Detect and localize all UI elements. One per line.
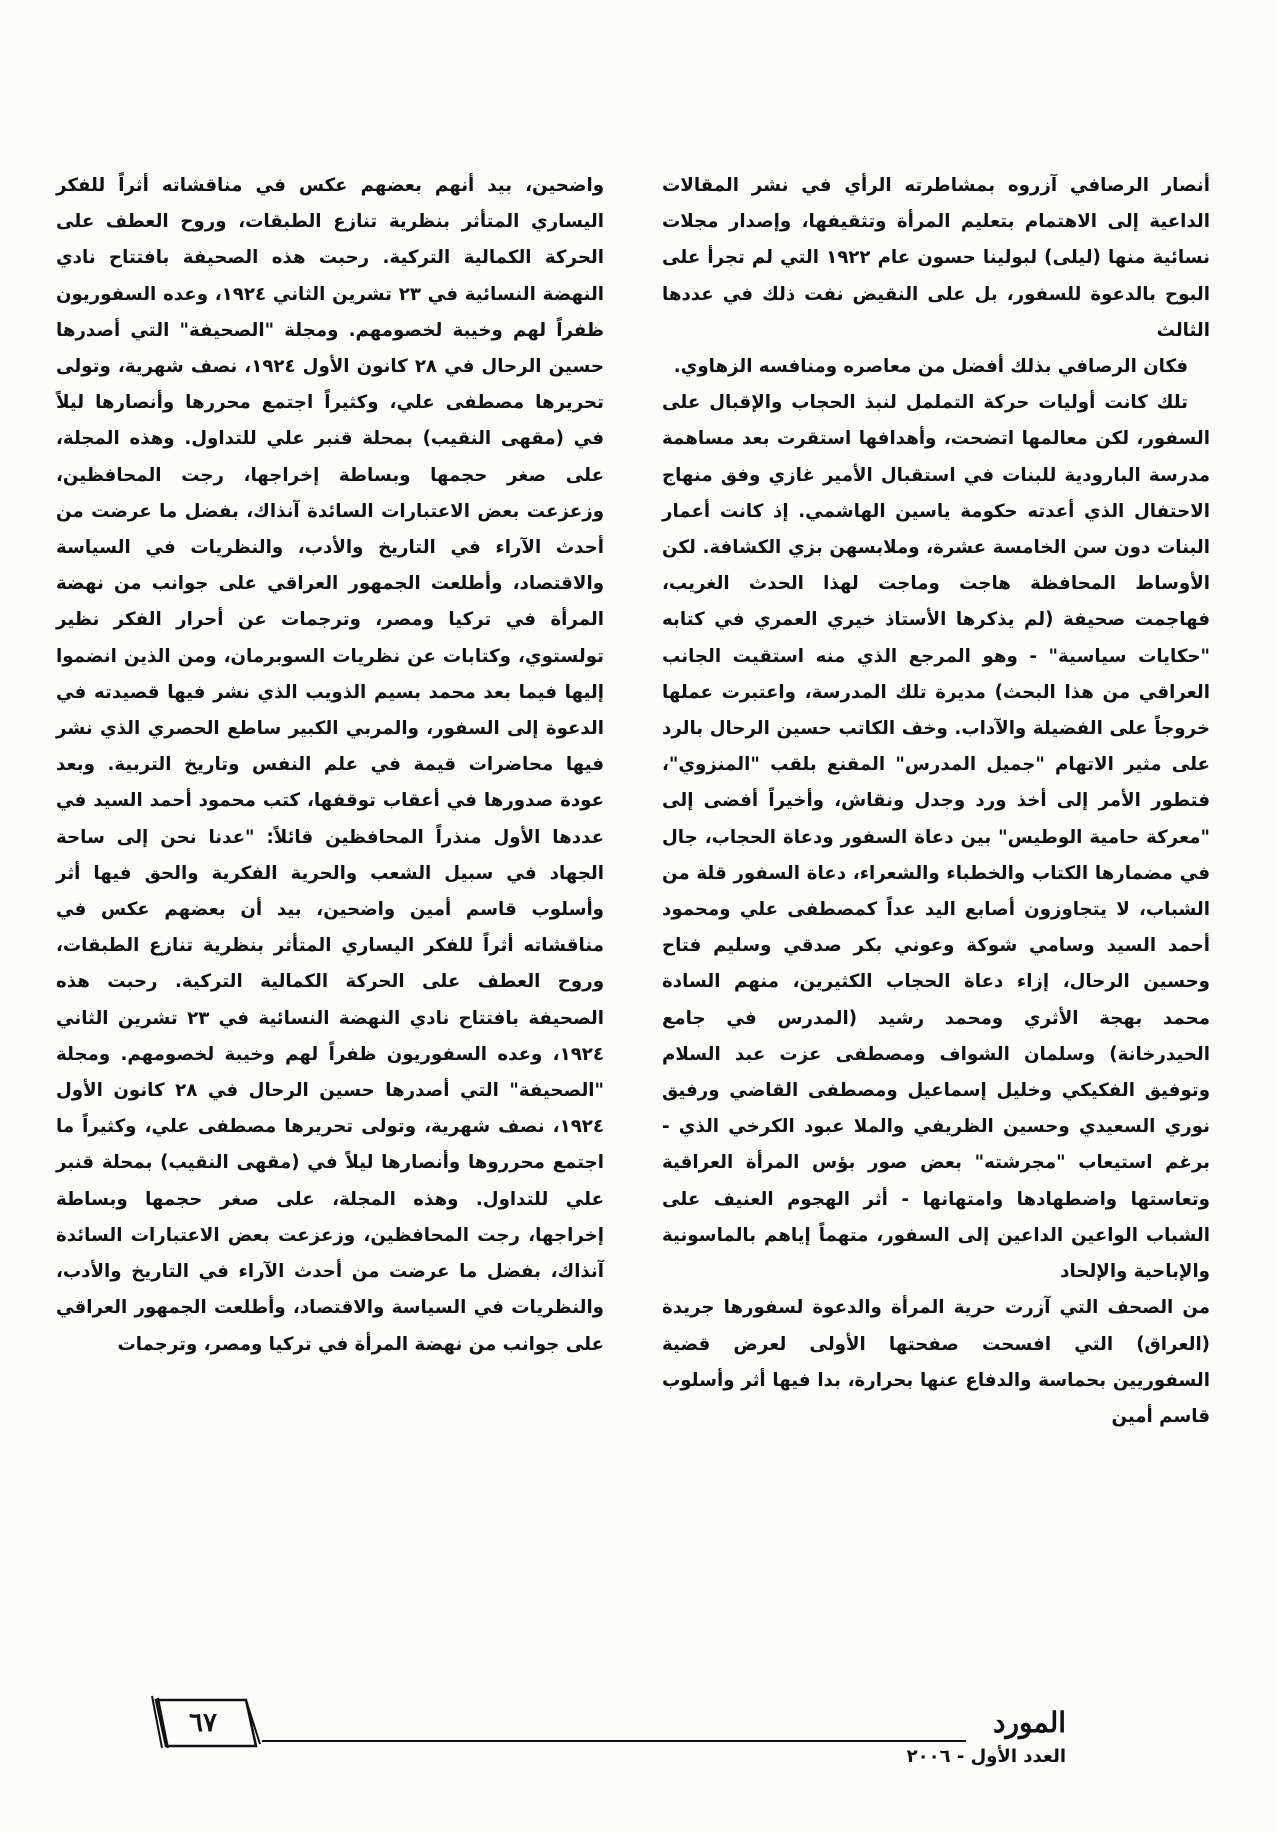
footer-rule [262, 1740, 966, 1742]
right-column [662, 168, 1210, 1435]
journal-name: المورد [993, 1706, 1066, 1739]
left-column [56, 168, 604, 1363]
issue-info: العدد الأول - ٢٠٠٦ [906, 1746, 1066, 1767]
page-number: ٦٧ [189, 1708, 217, 1738]
paragraph: من الصحف التي آزرت حرية المرأة والدعوة لسفورها جريدة (العراق) التي افسحت صفحتها الأولى لعرض قضية السفوريين بحماسة والدفاع عنها بحرارة، بدا فيها أثر وأسلوب قاسم أمين [662, 1297, 1210, 1427]
paragraph: تلك كانت أوليات حركة التململ لنبذ الحجاب والإقبال على السفور، لكن معالمها اتضحت، وأهدافها استقرت بعد مساهمة مدرسة البارودية للبنات في استقبال الأمير غازي وفق منهاج الاحتفال الذي أعدته حكومة ياسين الهاشمي. إذ كانت أعمار البنات دون سن الخامسة عشرة، وملابسهن بزي الكشافة. لكن الأوساط المحافظة هاجت وماجت لهذا الحدث الغريب، فهاجمت صحيفة (لم يذكرها الأستاذ خيري العمري في كتابه "حكايات سياسية" - وهو المرجع الذي منه استقيت الجانب العراقي من هذا البحث) مديرة تلك المدرسة، واعتبرت عملها خروجاً على الفضيلة والآداب. وخف الكاتب حسين الرحال بالرد على مثير الاتهام "جميل المدرس" المقنع بلقب "المنزوي"، فتطور الأمر إلى أخذ ورد وجدل ونقاش، وأخيراً أفضى إلى "معركة حامية الوطيس" بين دعاة السفور ودعاة الحجاب، جال في مضمارها الكتاب والخطباء والشعراء، دعاة السفور قلة من الشباب، لا يتجاوزون أصابع اليد عداً كمصطفى علي ومحمود أحمد السيد وسامي شوكة وعوني بكر صدقي وسليم فتاح وحسين الرحال، إزاء دعاة الحجاب الكثيرين، منهم السادة محمد بهجة الأثري ومحمد رشيد (المدرس في جامع الحيدرخانة) وسلمان الشواف ومصطفى عزت عبد السلام وتوفيق الفكيكي وخليل إسماعيل ومصطفى القاضي ورفيق نوري السعيدي وحسين الظريفي والملا عبود الكرخي الذي - برغم استيعاب "مجرشته" بعض صور بؤس المرأة العراقية وتعاستها واضطهادها وامتهانها - أثر الهجوم العنيف على الشباب الواعين الداعين إلى السفور، متهماً إياهم بالماسونية والإباحية والإلحاد [662, 392, 1210, 1283]
paragraph: فكان الرصافي بذلك أفضل من معاصره ومنافسه الزهاوي. [673, 356, 1188, 378]
paragraph: أنصار الرصافي آزروه بمشاطرته الرأي في نشر المقالات الداعية إلى الاهتمام بتعليم المرأة وتثقيفها، وإصدار مجلات نسائية منها (ليلى) لبولينا حسون عام ١٩٢٢ التي لم تجرأ على البوح بالدعوة للسفور، بل على النقيض نفت ذلك في عددها الثالث [662, 175, 1211, 341]
paragraph: واضحين، بيد أنهم بعضهم عكس في مناقشاته أثراً للفكر اليساري المتأثر بنظرية تنازع الطبقات، وروح العطف على الحركة الكمالية التركية. رحبت هذه الصحيفة بافتتاح نادي النهضة النسائية في ٢٣ تشرين الثاني ١٩٢٤، وعده السفوريون ظفراً لهم وخيبة لخصومهم. ومجلة "الصحيفة" التي أصدرها حسين الرحال في ٢٨ كانون الأول ١٩٢٤، نصف شهرية، وتولى تحريرها مصطفى علي، وكثيراً اجتمع محررها وأنصارها ليلاً في (مقهى النقيب) بمحلة قنبر علي للتداول. وهذه المجلة، على صغر حجمها وبساطة إخراجها، رجت المحافظين، وزعزعت بعض الاعتبارات السائدة آنذاك، بفضل ما عرضت من أحدث الآراء في التاريخ والأدب، والنظريات في السياسة والاقتصاد، وأطلعت الجمهور العراقي على جوانب من نهضة المرأة في تركيا ومصر، وترجمات عن أحرار الفكر نظير تولستوي، وكتابات عن نظريات السوبرمان، ومن الذين انضموا إليها فيما بعد محمد بسيم الذويب الذي نشر فيها قصيدته في الدعوة إلى السفور، والمربي الكبير ساطع الحصري الذي نشر فيها محاضرات قيمة في علم النفس وتاريخ التربية. وبعد عودة صدورها في أعقاب توقفها، كتب محمود أحمد السيد في عددها الأول منذراً المحافظين قائلاً: "عدنا نحن إلى ساحة الجهاد في سبيل الشعب والحرية الفكرية والحق فيها أثر وأسلوب قاسم أمين واضحين، بيد أن بعضهم عكس في مناقشاته أثراً للفكر اليساري المتأثر بنظرية تنازع الطبقات، وروح العطف على الحركة الكمالية التركية. رحبت هذه الصحيفة بافتتاح نادي النهضة النسائية في ٢٣ تشرين الثاني ١٩٢٤، وعده السفوريون ظفراً لهم وخيبة لخصومهم. ومجلة "الصحيفة" التي أصدرها حسين الرحال في ٢٨ كانون الأول ١٩٢٤، نصف شهرية، وتولى تحريرها مصطفى علي، وكثيراً ما اجتمع محرروها وأنصارها ليلاً في (مقهى النقيب) بمحلة قنبر علي للتداول. وهذه المجلة، على صغر حجمها وبساطة إخراجها، رجت المحافظين، وزعزعت بعض الاعتبارات السائدة آنذاك، بفضل ما عرضت من أحدث الآراء في التاريخ والأدب، والنظريات في السياسة والاقتصاد، وأطلعت الجمهور العراقي على جوانب من نهضة المرأة في تركيا ومصر، وترجمات [56, 175, 605, 1355]
